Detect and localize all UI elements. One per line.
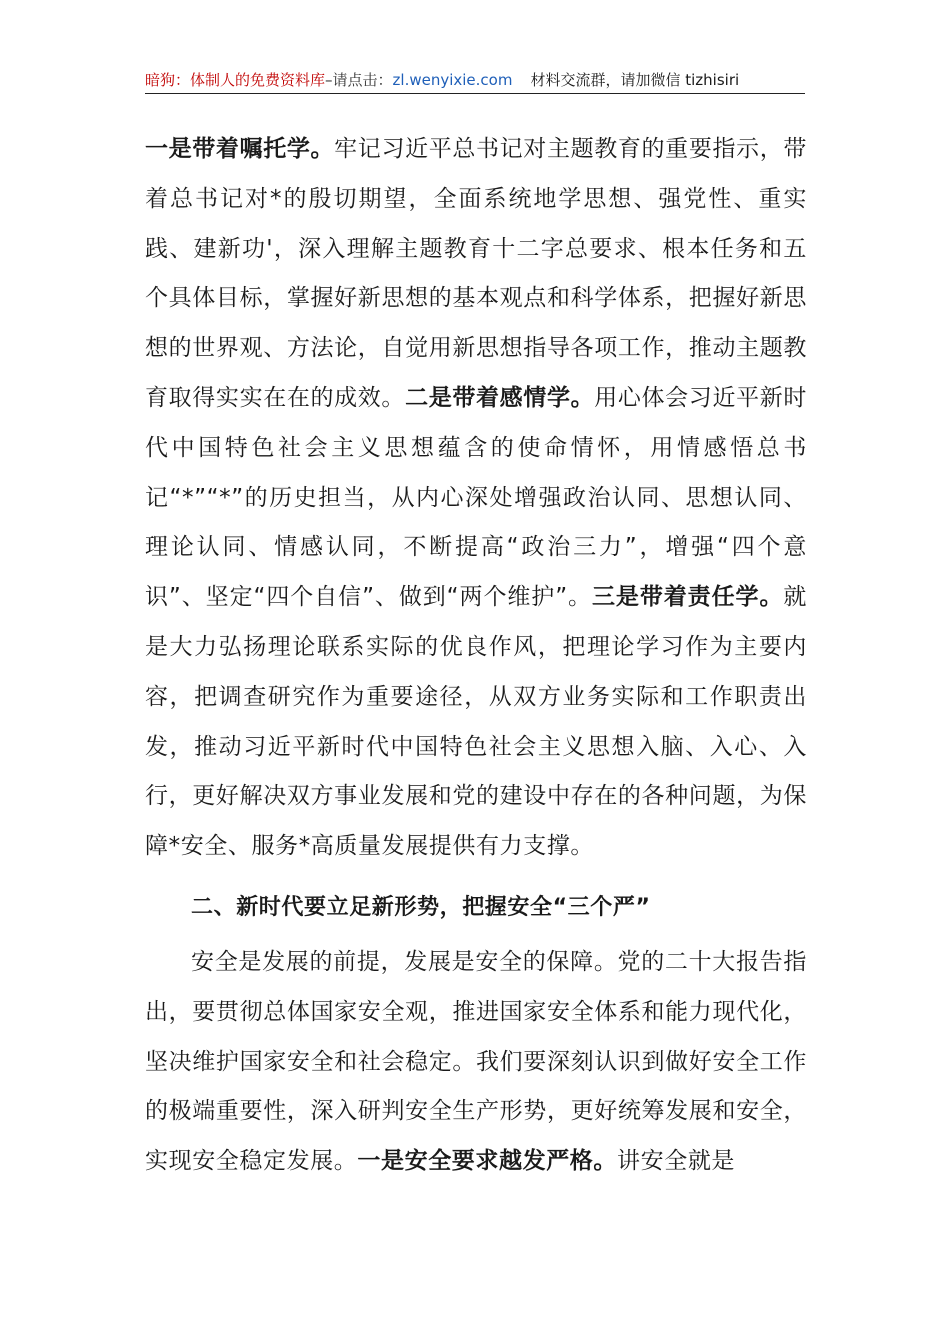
- paragraph-1: [145, 125, 807, 872]
- point-1-title: 一是带着嘱托学。: [145, 136, 335, 162]
- point-1-text: 牢记习近平总书记对主题教育的重要指示，带着总书记对*的殷切期望，全面系统地学思想、强党性、重实践、建新功'，深入理解主题教育十二字总要求、根本任务和五个具体目标，掌握好新思想的基本观点和科学体系，把握好新思想的世界观、方法论，自觉用新思想指导各项工作，推动主题教育取得实实在在的成效。: [145, 136, 807, 411]
- point-2-text: 用心体会习近平新时代中国特色社会主义思想蕴含的使命情怀，用情感悟总书记“*”“*”的历史担当，从内心深处增强政治认同、思想认同、理论认同、情感认同，不断提高“政治三力”，增强“四个意识”、坚定“四个自信”、做到“两个维护”。: [145, 384, 807, 611]
- safety-point-1-title: 一是安全要求越发严格。: [357, 1148, 618, 1175]
- document-body: [145, 125, 807, 1187]
- paragraph-2-text: 安全是发展的前提，发展是安全的保障。党的二十大报告指出，要贯彻总体国家安全观，推进国家安全体系和能力现代化，坚决维护国家安全和社会稳定。我们要深刻认识到做好安全工作的极端重要性，深入研判安全生产形势，更好统筹发展和安全，实现安全稳定发展。: [145, 948, 807, 1175]
- header-brand: 暗狗：体制人的免费资料库: [145, 71, 326, 89]
- point-3-title: 三是带着责任学。: [591, 584, 784, 611]
- section-heading-2: 二、新时代要立足新形势，把握安全“三个严”: [191, 894, 651, 920]
- paragraph-2-tail: 讲安全就是: [617, 1148, 736, 1175]
- paragraph-2: [145, 938, 807, 1187]
- header-divider: [145, 93, 805, 94]
- header-click-prompt: –请点击：: [325, 71, 393, 89]
- header-link[interactable]: zl.wenyixie.com: [392, 71, 513, 89]
- point-3-text: 就是大力弘扬理论联系实际的优良作风，把理论学习作为主要内容，把调查研究作为重要途径，从双方业务实际和工作职责出发，推动习近平新时代中国特色社会主义思想入脑、入心、入行，更好解决双方事业发展和党的建设中存在的各种问题，为保障*安全、服务*高质量发展提供有力支撑。: [145, 584, 807, 860]
- point-2-title: 二是带着感情学。: [405, 384, 595, 411]
- page-header: [145, 70, 805, 90]
- header-wechat-note: 材料交流群，请加微信 tizhisiri: [530, 71, 740, 89]
